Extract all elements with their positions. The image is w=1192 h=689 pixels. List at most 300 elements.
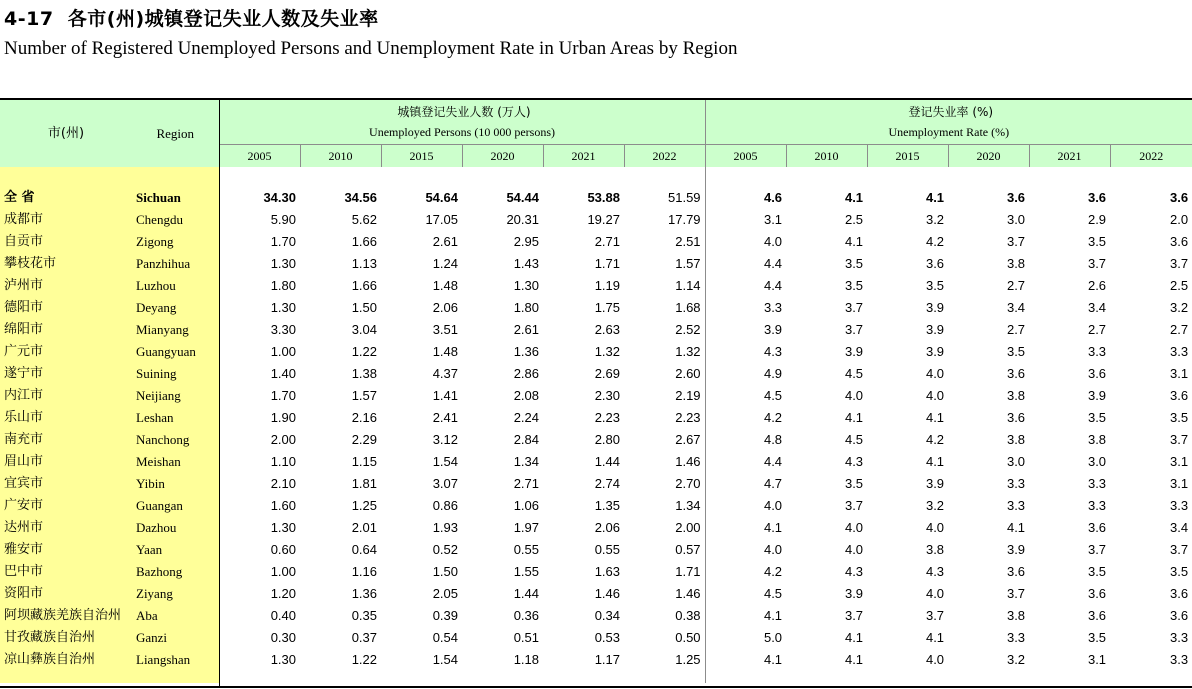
- table-row: [0, 187, 1192, 209]
- rate-cell-2010: 3.9: [844, 344, 864, 359]
- rate-cell-2015: 4.1: [925, 190, 945, 205]
- persons-cell-2010: 1.13: [351, 256, 377, 271]
- persons-cell-2010: 2.16: [351, 410, 377, 425]
- region-en-cell: Nanchong: [132, 429, 219, 451]
- persons-cell-2005: 0.40: [219, 605, 300, 627]
- rate-cell-2020: 3.0: [1006, 454, 1026, 469]
- rate-cell-2020: 3.9: [1006, 542, 1026, 557]
- rate-cell-2005: 4.4: [705, 275, 786, 297]
- persons-cell-2010: 1.22: [351, 652, 377, 667]
- persons-cell-2015: 0.54: [432, 630, 458, 645]
- persons-cell-2010: 1.57: [351, 388, 377, 403]
- table-row: [0, 209, 1192, 231]
- persons-cell-2015: 0.39: [432, 608, 458, 623]
- rate-cell-2021: 3.6: [1087, 586, 1107, 601]
- persons-cell-2010: 1.38: [351, 366, 377, 381]
- persons-cell-2005: 1.60: [219, 495, 300, 517]
- rate-cell-2021: 3.5: [1087, 234, 1107, 249]
- persons-cell-2015: 3.51: [432, 322, 458, 337]
- persons-cell-2010: 1.25: [351, 498, 377, 513]
- unemployment-table: [0, 98, 1192, 683]
- persons-cell-2010: 2.01: [351, 520, 377, 535]
- rate-cell-2021: 3.3: [1087, 498, 1107, 513]
- rate-cell-2015: 4.3: [925, 564, 945, 579]
- table-row: [0, 583, 1192, 605]
- region-cn-cell: 全 省: [0, 187, 132, 209]
- region-cn-cell: 广元市: [0, 341, 132, 363]
- table-row: [0, 407, 1192, 429]
- persons-cell-2022: 1.57: [675, 256, 701, 271]
- rate-cell-2015: 4.0: [925, 388, 945, 403]
- persons-cell-2005: 3.30: [219, 319, 300, 341]
- rate-cell-2005: 4.4: [705, 253, 786, 275]
- rate-cell-2005: 4.2: [705, 407, 786, 429]
- table-bottom-rule: [0, 686, 1192, 688]
- rate-cell-2020: 3.2: [1006, 652, 1026, 667]
- persons-cell-2021: 2.74: [594, 476, 620, 491]
- rate-cell-2010: 4.3: [844, 454, 864, 469]
- rate-cell-2005: 4.1: [705, 649, 786, 671]
- region-en-cell: Luzhou: [132, 275, 219, 297]
- header-year-rate-2010: 2010: [786, 145, 867, 168]
- persons-cell-2020: 1.44: [513, 586, 539, 601]
- rate-cell-2021: 3.5: [1087, 630, 1107, 645]
- divider-left: [219, 98, 220, 688]
- persons-cell-2022: 2.23: [675, 410, 701, 425]
- rate-cell-2010: 3.5: [844, 476, 864, 491]
- persons-cell-2010: 1.66: [351, 278, 377, 293]
- persons-cell-2015: 2.41: [432, 410, 458, 425]
- persons-cell-2015: 2.06: [432, 300, 458, 315]
- rate-cell-2015: 3.9: [925, 344, 945, 359]
- rate-cell-2015: 4.0: [925, 586, 945, 601]
- region-cn-cell: 绵阳市: [0, 319, 132, 341]
- persons-cell-2021: 1.75: [594, 300, 620, 315]
- persons-cell-2020: 0.55: [513, 542, 539, 557]
- rate-cell-2005: 3.9: [705, 319, 786, 341]
- header-group-persons-cn: 城镇登记失业人数 (万人): [397, 105, 531, 119]
- rate-cell-2010: 3.5: [844, 256, 864, 271]
- persons-cell-2015: 3.07: [432, 476, 458, 491]
- rate-cell-2021: 3.5: [1087, 410, 1107, 425]
- rate-cell-2005: 4.9: [705, 363, 786, 385]
- rate-cell-2022: 3.1: [1169, 366, 1189, 381]
- region-cn-cell: 南充市: [0, 429, 132, 451]
- persons-cell-2005: 1.80: [219, 275, 300, 297]
- rate-cell-2022: 3.5: [1169, 564, 1189, 579]
- persons-cell-2022: 1.71: [675, 564, 701, 579]
- table-row: [0, 341, 1192, 363]
- rate-cell-2021: 3.3: [1087, 476, 1107, 491]
- persons-cell-2010: 1.22: [351, 344, 377, 359]
- rate-cell-2010: 4.1: [844, 234, 864, 249]
- persons-cell-2010: 1.16: [351, 564, 377, 579]
- rate-cell-2015: 4.1: [925, 410, 945, 425]
- rate-cell-2005: 4.4: [705, 451, 786, 473]
- rate-cell-2005: 4.5: [705, 583, 786, 605]
- table-number: 4-17: [4, 8, 54, 30]
- rate-cell-2020: 3.3: [1006, 630, 1026, 645]
- rate-cell-2020: 3.6: [1006, 366, 1026, 381]
- persons-cell-2021: 53.88: [587, 190, 620, 205]
- persons-cell-2015: 2.61: [432, 234, 458, 249]
- persons-cell-2021: 1.32: [594, 344, 620, 359]
- rate-cell-2021: 3.0: [1087, 454, 1107, 469]
- persons-cell-2022: 2.67: [675, 432, 701, 447]
- region-cn-cell: 凉山彝族自治州: [0, 649, 132, 671]
- persons-cell-2015: 1.48: [432, 278, 458, 293]
- rate-cell-2015: 3.6: [925, 256, 945, 271]
- rate-cell-2015: 4.0: [925, 652, 945, 667]
- persons-cell-2005: 0.30: [219, 627, 300, 649]
- rate-cell-2021: 3.6: [1087, 190, 1107, 205]
- persons-cell-2005: 1.30: [219, 649, 300, 671]
- persons-cell-2010: 2.29: [351, 432, 377, 447]
- region-en-cell: Dazhou: [132, 517, 219, 539]
- region-cn-cell: 遂宁市: [0, 363, 132, 385]
- rate-cell-2022: 2.0: [1169, 212, 1189, 227]
- persons-cell-2020: 2.86: [513, 366, 539, 381]
- rate-cell-2022: 2.5: [1169, 278, 1189, 293]
- rate-cell-2022: 3.6: [1169, 234, 1189, 249]
- rate-cell-2005: 4.1: [705, 517, 786, 539]
- persons-cell-2015: 1.48: [432, 344, 458, 359]
- region-cn-cell: 资阳市: [0, 583, 132, 605]
- rate-cell-2015: 4.2: [925, 432, 945, 447]
- rate-cell-2022: 3.1: [1169, 454, 1189, 469]
- rate-cell-2020: 3.8: [1006, 388, 1026, 403]
- persons-cell-2021: 1.63: [594, 564, 620, 579]
- rate-cell-2022: 3.6: [1169, 190, 1189, 205]
- rate-cell-2021: 3.5: [1087, 564, 1107, 579]
- rate-cell-2021: 3.1: [1087, 652, 1107, 667]
- persons-cell-2020: 1.30: [513, 278, 539, 293]
- persons-cell-2020: 2.61: [513, 322, 539, 337]
- region-en-cell: Liangshan: [132, 649, 219, 671]
- persons-cell-2021: 1.17: [594, 652, 620, 667]
- region-en-cell: Chengdu: [132, 209, 219, 231]
- rate-cell-2020: 4.1: [1006, 520, 1026, 535]
- persons-cell-2015: 3.12: [432, 432, 458, 447]
- rate-cell-2015: 3.7: [925, 608, 945, 623]
- persons-cell-2021: 1.46: [594, 586, 620, 601]
- region-cn-cell: 德阳市: [0, 297, 132, 319]
- table-row: [0, 627, 1192, 649]
- persons-cell-2021: 1.44: [594, 454, 620, 469]
- spacer-row: [0, 167, 1192, 187]
- rate-cell-2020: 3.8: [1006, 256, 1026, 271]
- persons-cell-2021: 0.55: [594, 542, 620, 557]
- rate-cell-2022: 3.3: [1169, 498, 1189, 513]
- region-cn-cell: 巴中市: [0, 561, 132, 583]
- persons-cell-2022: 0.50: [675, 630, 701, 645]
- persons-cell-2010: 0.64: [351, 542, 377, 557]
- table-row: [0, 319, 1192, 341]
- header-year-rate-2022: 2022: [1110, 145, 1192, 168]
- rate-cell-2022: 3.1: [1169, 476, 1189, 491]
- region-cn-cell: 成都市: [0, 209, 132, 231]
- rate-cell-2021: 3.7: [1087, 256, 1107, 271]
- header-year-rate-2005: 2005: [705, 145, 786, 168]
- rate-cell-2010: 3.7: [844, 300, 864, 315]
- persons-cell-2020: 2.84: [513, 432, 539, 447]
- rate-cell-2021: 3.4: [1087, 300, 1107, 315]
- region-cn-cell: 内江市: [0, 385, 132, 407]
- rate-cell-2010: 4.1: [844, 190, 864, 205]
- region-en-cell: Guangan: [132, 495, 219, 517]
- table-row: [0, 429, 1192, 451]
- header-year-persons-2010: 2010: [300, 145, 381, 168]
- persons-cell-2021: 0.34: [594, 608, 620, 623]
- header-year-persons-2022: 2022: [624, 145, 705, 168]
- table-title-en: Number of Registered Unemployed Persons and Unemployment Rate in Urban Areas by Region: [4, 38, 738, 59]
- persons-cell-2021: 2.69: [594, 366, 620, 381]
- rate-cell-2010: 3.7: [844, 608, 864, 623]
- rate-cell-2022: 3.3: [1169, 344, 1189, 359]
- persons-cell-2015: 54.64: [425, 190, 458, 205]
- header-group-rate-en: Unemployment Rate (%): [888, 125, 1010, 139]
- persons-cell-2021: 19.27: [587, 212, 620, 227]
- table-row: [0, 495, 1192, 517]
- rate-cell-2010: 4.0: [844, 388, 864, 403]
- persons-cell-2022: 51.59: [668, 190, 701, 205]
- persons-cell-2021: 2.63: [594, 322, 620, 337]
- rate-cell-2010: 4.1: [844, 410, 864, 425]
- rate-cell-2022: 3.4: [1169, 520, 1189, 535]
- region-en-cell: Ziyang: [132, 583, 219, 605]
- persons-cell-2010: 0.35: [351, 608, 377, 623]
- header-year-persons-2005: 2005: [219, 145, 300, 168]
- rate-cell-2010: 3.7: [844, 322, 864, 337]
- rate-cell-2015: 3.8: [925, 542, 945, 557]
- persons-cell-2010: 3.04: [351, 322, 377, 337]
- rate-cell-2020: 3.4: [1006, 300, 1026, 315]
- rate-cell-2020: 3.6: [1006, 410, 1026, 425]
- header-group-rate-cn: 登记失业率 (%): [908, 105, 994, 119]
- rate-cell-2020: 3.8: [1006, 608, 1026, 623]
- header-group-persons: [219, 99, 705, 145]
- rate-cell-2022: 3.2: [1169, 300, 1189, 315]
- persons-cell-2022: 17.79: [668, 212, 701, 227]
- table-row: [0, 363, 1192, 385]
- header-year-persons-2021: 2021: [543, 145, 624, 168]
- persons-cell-2015: 4.37: [432, 366, 458, 381]
- rate-cell-2022: 2.7: [1169, 322, 1189, 337]
- rate-cell-2015: 3.9: [925, 300, 945, 315]
- rate-cell-2005: 4.5: [705, 385, 786, 407]
- persons-cell-2022: 2.00: [675, 520, 701, 535]
- header-year-rate-2021: 2021: [1029, 145, 1110, 168]
- persons-cell-2005: 1.30: [219, 253, 300, 275]
- region-en-cell: Guangyuan: [132, 341, 219, 363]
- rate-cell-2005: 4.3: [705, 341, 786, 363]
- rate-cell-2021: 3.6: [1087, 520, 1107, 535]
- rate-cell-2005: 4.0: [705, 231, 786, 253]
- rate-cell-2015: 3.2: [925, 498, 945, 513]
- rate-cell-2020: 3.3: [1006, 476, 1026, 491]
- rate-cell-2005: 4.1: [705, 605, 786, 627]
- rate-cell-2020: 3.0: [1006, 212, 1026, 227]
- rate-cell-2005: 3.1: [705, 209, 786, 231]
- persons-cell-2020: 1.55: [513, 564, 539, 579]
- rate-cell-2005: 4.2: [705, 561, 786, 583]
- rate-cell-2005: 4.0: [705, 539, 786, 561]
- persons-cell-2022: 1.46: [675, 586, 701, 601]
- region-en-cell: Sichuan: [132, 187, 219, 209]
- persons-cell-2005: 0.60: [219, 539, 300, 561]
- rate-cell-2010: 4.5: [844, 432, 864, 447]
- persons-cell-2021: 1.35: [594, 498, 620, 513]
- persons-cell-2005: 1.70: [219, 385, 300, 407]
- rate-cell-2015: 4.0: [925, 520, 945, 535]
- rate-cell-2020: 3.7: [1006, 586, 1026, 601]
- rate-cell-2010: 3.9: [844, 586, 864, 601]
- persons-cell-2020: 1.80: [513, 300, 539, 315]
- rate-cell-2021: 2.9: [1087, 212, 1107, 227]
- persons-cell-2005: 2.10: [219, 473, 300, 495]
- region-en-cell: Panzhihua: [132, 253, 219, 275]
- rate-cell-2015: 4.0: [925, 366, 945, 381]
- rate-cell-2022: 3.3: [1169, 652, 1189, 667]
- persons-cell-2015: 0.52: [432, 542, 458, 557]
- region-cn-cell: 攀枝花市: [0, 253, 132, 275]
- rate-cell-2022: 3.5: [1169, 410, 1189, 425]
- persons-cell-2022: 1.14: [675, 278, 701, 293]
- persons-cell-2020: 1.18: [513, 652, 539, 667]
- region-en-cell: Aba: [132, 605, 219, 627]
- persons-cell-2020: 54.44: [506, 190, 539, 205]
- header-region: Region: [132, 99, 219, 167]
- rate-cell-2020: 3.6: [1006, 190, 1026, 205]
- rate-cell-2010: 3.7: [844, 498, 864, 513]
- persons-cell-2020: 1.06: [513, 498, 539, 513]
- region-cn-cell: 宜宾市: [0, 473, 132, 495]
- region-en-cell: Zigong: [132, 231, 219, 253]
- persons-cell-2022: 2.60: [675, 366, 701, 381]
- rate-cell-2005: 4.8: [705, 429, 786, 451]
- persons-cell-2021: 2.30: [594, 388, 620, 403]
- header-group-rate: [705, 99, 1192, 145]
- persons-cell-2010: 1.36: [351, 586, 377, 601]
- persons-cell-2022: 0.57: [675, 542, 701, 557]
- persons-cell-2022: 1.68: [675, 300, 701, 315]
- table-row: [0, 649, 1192, 671]
- rate-cell-2010: 4.5: [844, 366, 864, 381]
- persons-cell-2020: 0.36: [513, 608, 539, 623]
- rate-cell-2005: 4.6: [705, 187, 786, 209]
- persons-cell-2010: 1.66: [351, 234, 377, 249]
- persons-cell-2021: 1.71: [594, 256, 620, 271]
- table-title-cn-text: 各市(州)城镇登记失业人数及失业率: [67, 8, 379, 30]
- region-en-cell: Leshan: [132, 407, 219, 429]
- header-year-persons-2020: 2020: [462, 145, 543, 168]
- persons-cell-2021: 0.53: [594, 630, 620, 645]
- persons-cell-2005: 1.00: [219, 341, 300, 363]
- persons-cell-2015: 1.54: [432, 454, 458, 469]
- region-cn-cell: 乐山市: [0, 407, 132, 429]
- table-body: [0, 167, 1192, 683]
- persons-cell-2010: 1.50: [351, 300, 377, 315]
- region-cn-cell: 雅安市: [0, 539, 132, 561]
- rate-cell-2010: 4.3: [844, 564, 864, 579]
- region-cn-cell: 甘孜藏族自治州: [0, 627, 132, 649]
- region-en-cell: Mianyang: [132, 319, 219, 341]
- persons-cell-2005: 1.30: [219, 297, 300, 319]
- table-row: [0, 231, 1192, 253]
- header-year-persons-2015: 2015: [381, 145, 462, 168]
- rate-cell-2021: 2.6: [1087, 278, 1107, 293]
- persons-cell-2005: 2.00: [219, 429, 300, 451]
- rate-cell-2021: 3.8: [1087, 432, 1107, 447]
- rate-cell-2021: 3.6: [1087, 608, 1107, 623]
- persons-cell-2022: 2.52: [675, 322, 701, 337]
- filler-row: [0, 671, 1192, 683]
- persons-cell-2022: 2.70: [675, 476, 701, 491]
- rate-cell-2022: 3.7: [1169, 542, 1189, 557]
- table-row: [0, 253, 1192, 275]
- region-en-cell: Yibin: [132, 473, 219, 495]
- region-en-cell: Neijiang: [132, 385, 219, 407]
- rate-cell-2015: 3.9: [925, 322, 945, 337]
- rate-cell-2015: 3.2: [925, 212, 945, 227]
- persons-cell-2022: 0.38: [675, 608, 701, 623]
- rate-cell-2010: 3.5: [844, 278, 864, 293]
- rate-cell-2010: 4.1: [844, 652, 864, 667]
- table-row: [0, 297, 1192, 319]
- rate-cell-2021: 3.7: [1087, 542, 1107, 557]
- persons-cell-2020: 2.08: [513, 388, 539, 403]
- region-en-cell: Meishan: [132, 451, 219, 473]
- region-cn-cell: 广安市: [0, 495, 132, 517]
- rate-cell-2005: 4.7: [705, 473, 786, 495]
- persons-cell-2010: 0.37: [351, 630, 377, 645]
- rate-cell-2015: 3.9: [925, 476, 945, 491]
- persons-cell-2022: 1.46: [675, 454, 701, 469]
- rate-cell-2021: 2.7: [1087, 322, 1107, 337]
- persons-cell-2021: 2.23: [594, 410, 620, 425]
- persons-cell-2021: 2.06: [594, 520, 620, 535]
- persons-cell-2022: 2.19: [675, 388, 701, 403]
- persons-cell-2010: 1.81: [351, 476, 377, 491]
- persons-cell-2022: 1.34: [675, 498, 701, 513]
- region-cn-cell: 阿坝藏族羌族自治州: [0, 605, 132, 627]
- rate-cell-2022: 3.3: [1169, 630, 1189, 645]
- persons-cell-2021: 1.19: [594, 278, 620, 293]
- table-row: [0, 473, 1192, 495]
- persons-cell-2021: 2.80: [594, 432, 620, 447]
- rate-cell-2022: 3.6: [1169, 388, 1189, 403]
- rate-cell-2021: 3.9: [1087, 388, 1107, 403]
- persons-cell-2015: 1.24: [432, 256, 458, 271]
- rate-cell-2015: 4.2: [925, 234, 945, 249]
- rate-cell-2020: 3.7: [1006, 234, 1026, 249]
- persons-cell-2021: 2.71: [594, 234, 620, 249]
- region-en-cell: Deyang: [132, 297, 219, 319]
- rate-cell-2010: 4.0: [844, 542, 864, 557]
- persons-cell-2010: 34.56: [344, 190, 377, 205]
- table-row: [0, 385, 1192, 407]
- persons-cell-2020: 1.36: [513, 344, 539, 359]
- table-row: [0, 517, 1192, 539]
- rate-cell-2022: 3.7: [1169, 256, 1189, 271]
- persons-cell-2015: 1.54: [432, 652, 458, 667]
- rate-cell-2021: 3.6: [1087, 366, 1107, 381]
- persons-cell-2005: 34.30: [219, 187, 300, 209]
- region-en-cell: Bazhong: [132, 561, 219, 583]
- region-en-cell: Suining: [132, 363, 219, 385]
- persons-cell-2005: 1.00: [219, 561, 300, 583]
- table-title-cn: [4, 4, 379, 31]
